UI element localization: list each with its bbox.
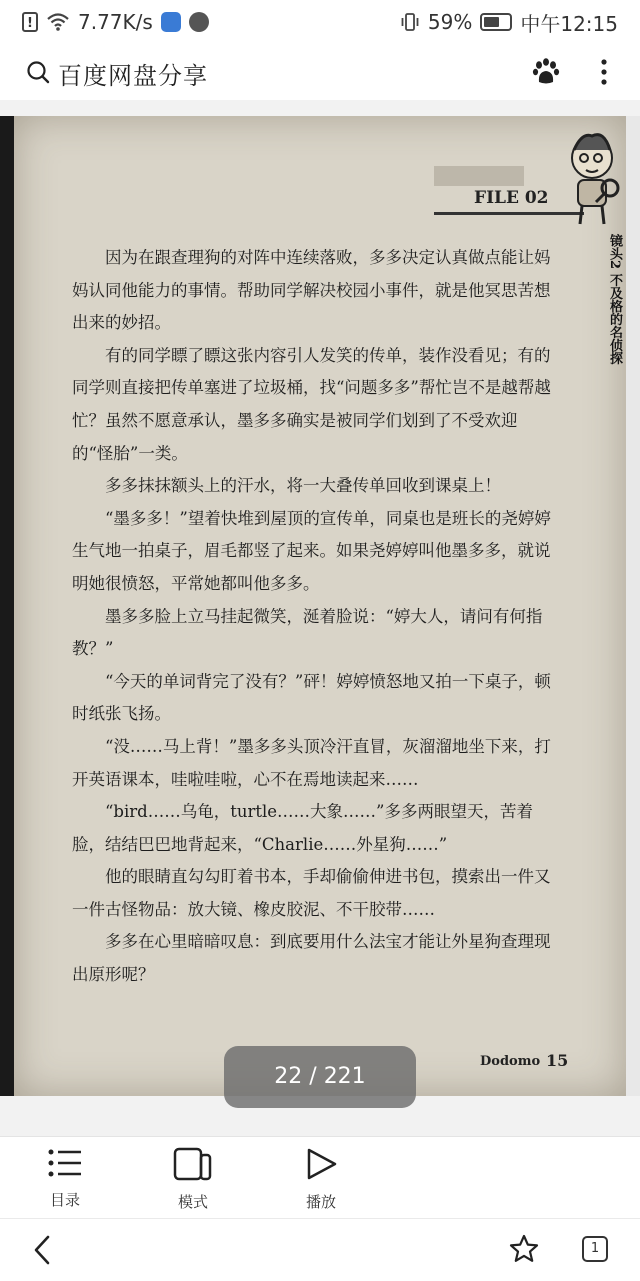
page-left-edge [0, 116, 14, 1096]
baidu-paw-icon[interactable] [530, 56, 562, 88]
paragraph: 因为在跟查理狗的对阵中连续落败，多多决定认真做点能让妈妈认同他能力的事情。帮助同学解决校园小事件，就是他冥思苦想出来的妙招。 [72, 248, 551, 333]
status-bar [0, 0, 640, 44]
paragraph: 多多在心里暗暗叹息：到底要用什么法宝才能让外星狗查理现出原形呢？ [72, 932, 551, 985]
network-speed: 7.77K/s [78, 10, 153, 34]
battery-percent: 59% [427, 10, 473, 34]
detective-mascot-icon [562, 128, 622, 228]
play-icon [303, 1147, 339, 1181]
page-title[interactable]: 百度网盘分享 [58, 62, 208, 90]
book-text [72, 242, 558, 992]
clock: 中午12:15 [520, 11, 618, 36]
paragraph: 墨多多脸上立马挂起微笑，涎着脸说：“婷大人，请问有何指教？” [72, 606, 543, 659]
search-icon[interactable] [26, 60, 50, 84]
footer-brand: Dodomo [480, 1054, 541, 1069]
paragraph: 多多抹抹额头上的汗水，将一大叠传单回收到课桌上！ [105, 476, 501, 496]
page-right-edge [626, 116, 640, 1096]
list-icon [47, 1147, 83, 1179]
header-bar [0, 44, 640, 100]
paragraph: “墨多多！”望着快堆到屋顶的宣传单，同桌也是班长的尧婷婷生气地一拍桌子，眉毛都竖了起来。如果尧婷婷叫他墨多多，就说明她很愤怒，平常她都叫他多多。 [72, 508, 551, 593]
back-icon[interactable] [28, 1233, 56, 1267]
paragraph: “今天的单词背完了没有？”砰！婷婷愤怒地又拍一下桌子，顿时纸张飞扬。 [72, 671, 551, 724]
battery-icon [480, 13, 512, 31]
book-page-image [14, 116, 626, 1096]
paragraph: “没……马上背！”墨多多头顶冷汗直冒，灰溜溜地坐下来，打开英语课本，哇啦哇啦，心不在焉地读起来…… [72, 736, 551, 789]
chapter-header-band [434, 166, 524, 186]
document-viewer[interactable] [0, 100, 640, 1136]
page-indicator: 22 / 221 [224, 1046, 416, 1108]
file-label: FILE 02 [474, 188, 549, 208]
alert-icon: ! [22, 12, 38, 32]
printed-page-number: 15 [546, 1051, 569, 1070]
vibrate-icon [400, 11, 420, 33]
app-notification-icon [161, 12, 181, 32]
paragraph: 他的眼睛直勾勾盯着书本，手却偷偷伸进书包，摸索出一件又一件古怪物品：放大镜、橡皮胶泥、不干胶带…… [72, 867, 551, 919]
browser-nav-bar [0, 1218, 640, 1281]
tabs-count-button[interactable]: 1 [582, 1236, 608, 1262]
wifi-icon [46, 12, 70, 32]
star-icon[interactable] [508, 1233, 540, 1265]
paragraph: “bird……乌龟，turtle……大象……”多多两眼望天，苦着脸，结结巴巴地背起来，“Charlie……外星狗……” [72, 802, 533, 854]
mode-label: 模式 [177, 1193, 208, 1211]
more-menu-icon[interactable] [594, 56, 614, 88]
mode-icon [173, 1147, 213, 1181]
toc-label: 目录 [49, 1191, 80, 1209]
mode-button[interactable] [148, 1147, 238, 1212]
bottom-toolbar [0, 1136, 640, 1219]
play-label: 播放 [305, 1193, 336, 1211]
paragraph: 有的同学瞟了瞟这张内容引人发笑的传单，装作没看见；有的同学则直接把传单塞进了垃圾桶，找“问题多多”帮忙岂不是越帮越忙？虽然不愿意承认，墨多多确实是被同学们划到了不受欢迎的“怪胎”一类。 [72, 345, 551, 463]
chapter-side-label: 镜头2 不及格的名侦探 [607, 234, 622, 365]
app-notification-icon-2 [189, 12, 209, 32]
toc-button[interactable] [20, 1147, 110, 1210]
play-button[interactable] [276, 1147, 366, 1212]
